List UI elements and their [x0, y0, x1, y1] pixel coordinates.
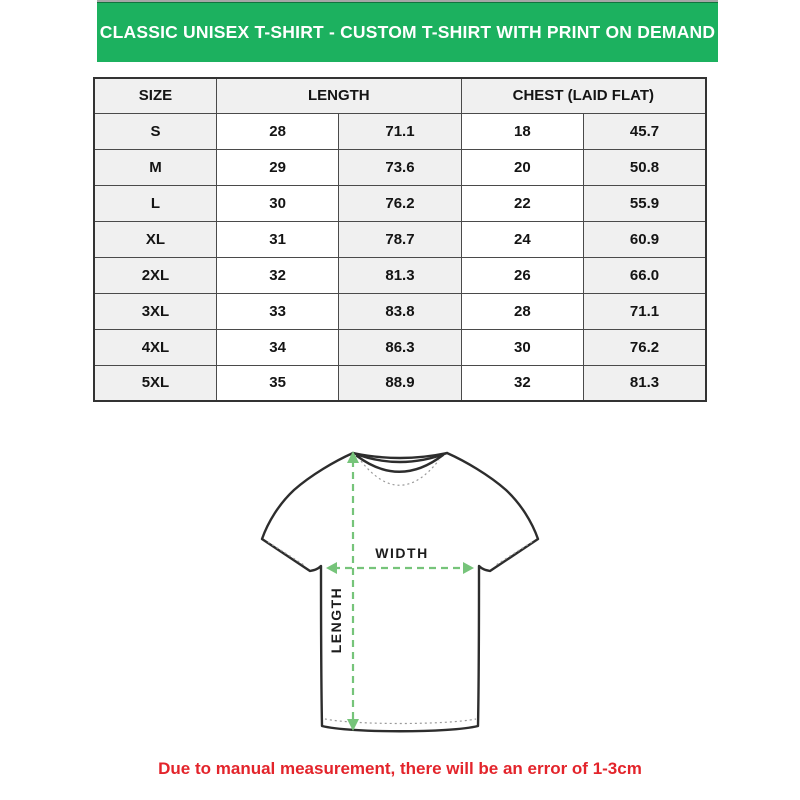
chest-in-cell: 26 — [461, 257, 583, 293]
width-label: WIDTH — [375, 545, 429, 561]
chest-cm-cell: 55.9 — [584, 185, 706, 221]
length-in-cell: 34 — [216, 329, 338, 365]
chest-cm-cell: 60.9 — [584, 221, 706, 257]
chest-in-cell: 24 — [461, 221, 583, 257]
chest-in-cell: 20 — [461, 149, 583, 185]
tshirt-diagram — [240, 430, 560, 750]
length-cm-cell: 83.8 — [339, 293, 461, 329]
length-in-cell: 30 — [216, 185, 338, 221]
length-cm-cell: 78.7 — [339, 221, 461, 257]
size-cell: S — [94, 113, 216, 149]
chest-in-cell: 32 — [461, 365, 583, 401]
table-row — [94, 149, 706, 185]
chest-cm-cell: 81.3 — [584, 365, 706, 401]
table-row — [94, 293, 706, 329]
length-cm-cell: 86.3 — [339, 329, 461, 365]
length-cm-cell: 71.1 — [339, 113, 461, 149]
length-in-cell: 28 — [216, 113, 338, 149]
chest-cm-cell: 66.0 — [584, 257, 706, 293]
table-row — [94, 365, 706, 401]
table-row — [94, 257, 706, 293]
length-cm-cell: 81.3 — [339, 257, 461, 293]
table-row — [94, 185, 706, 221]
length-in-cell: 32 — [216, 257, 338, 293]
size-cell: XL — [94, 221, 216, 257]
banner — [97, 2, 718, 62]
length-cm-cell: 76.2 — [339, 185, 461, 221]
size-cell: 4XL — [94, 329, 216, 365]
length-in-cell: 31 — [216, 221, 338, 257]
header-row — [94, 78, 706, 113]
header-size: SIZE — [94, 78, 216, 113]
chest-in-cell: 18 — [461, 113, 583, 149]
length-cm-cell: 73.6 — [339, 149, 461, 185]
table-row — [94, 113, 706, 149]
chest-cm-cell: 45.7 — [584, 113, 706, 149]
chest-cm-cell: 76.2 — [584, 329, 706, 365]
size-cell: 2XL — [94, 257, 216, 293]
length-in-cell: 33 — [216, 293, 338, 329]
chest-in-cell: 28 — [461, 293, 583, 329]
header-chest: CHEST (LAID FLAT) — [461, 78, 706, 113]
size-cell: L — [94, 185, 216, 221]
size-cell: M — [94, 149, 216, 185]
size-cell: 5XL — [94, 365, 216, 401]
chest-cm-cell: 50.8 — [584, 149, 706, 185]
table-row — [94, 221, 706, 257]
banner-title: CLASSIC UNISEX T-SHIRT - CUSTOM T-SHIRT WITH PRINT ON DEMAND — [99, 21, 716, 42]
table-row — [94, 329, 706, 365]
measurement-note: Due to manual measurement, there will be an error of 1-3cm — [158, 759, 642, 778]
chest-cm-cell: 71.1 — [584, 293, 706, 329]
chest-in-cell: 30 — [461, 329, 583, 365]
size-cell: 3XL — [94, 293, 216, 329]
header-length: LENGTH — [216, 78, 461, 113]
tshirt-outline — [262, 453, 538, 731]
length-in-cell: 29 — [216, 149, 338, 185]
size-chart-table — [93, 77, 707, 402]
length-in-cell: 35 — [216, 365, 338, 401]
chest-in-cell: 22 — [461, 185, 583, 221]
length-label: LENGTH — [328, 586, 344, 654]
length-cm-cell: 88.9 — [339, 365, 461, 401]
